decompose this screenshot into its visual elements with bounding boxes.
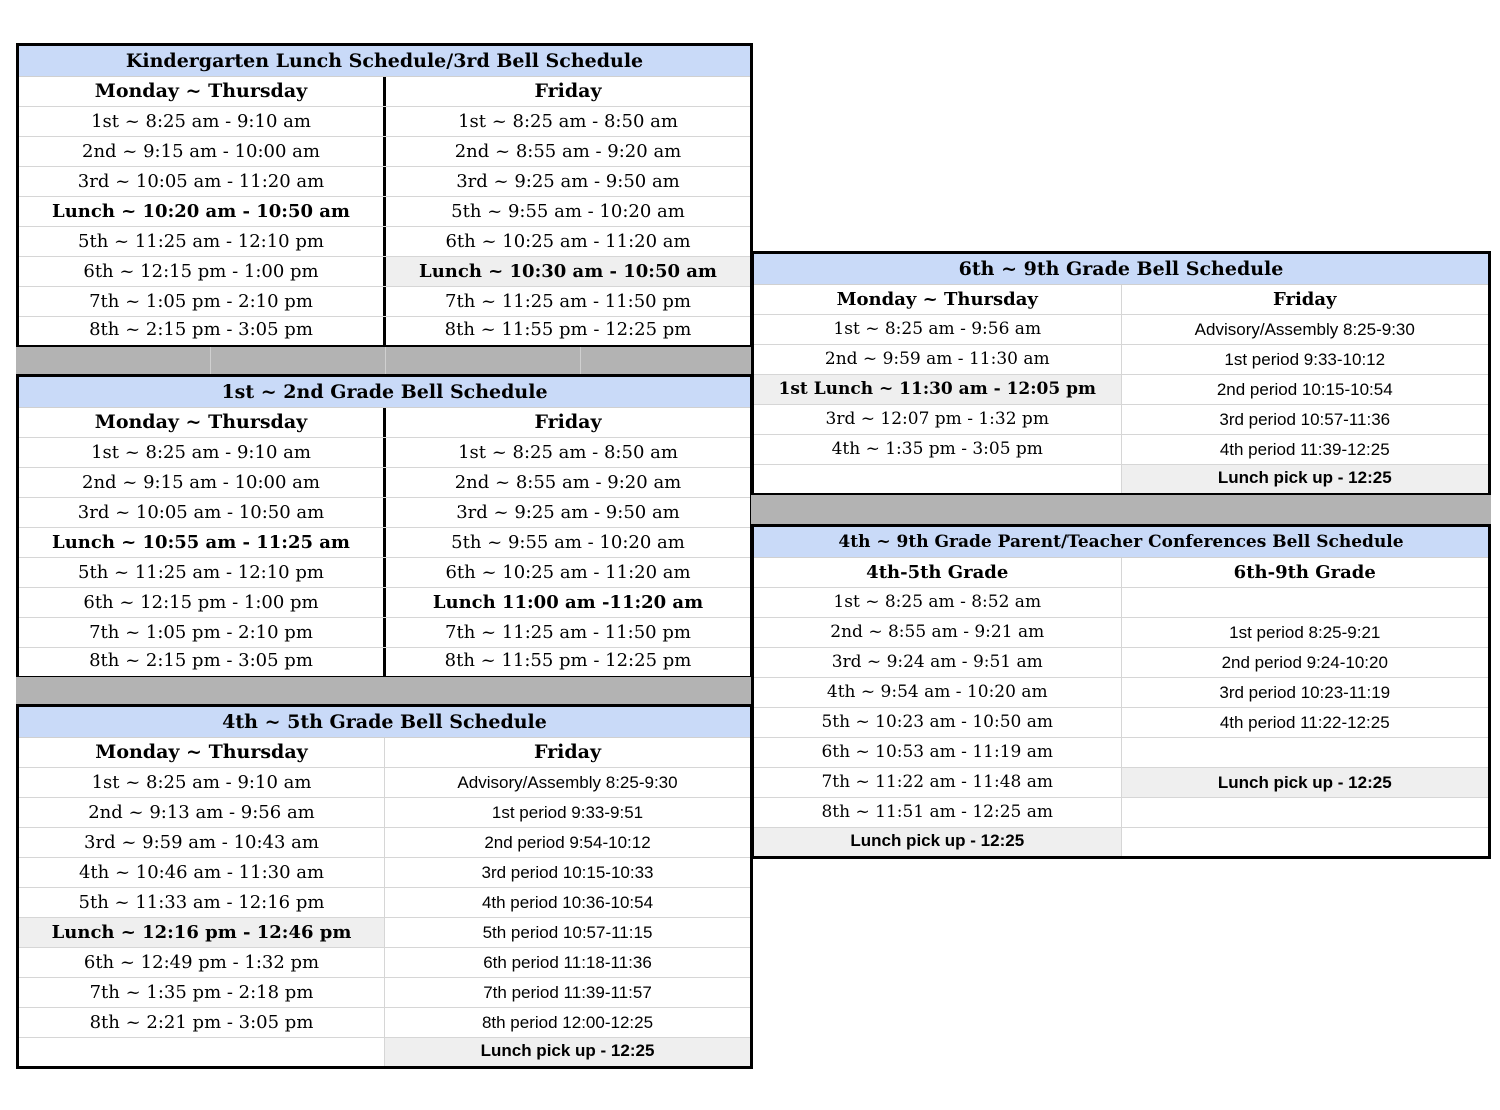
table-row <box>19 798 750 828</box>
table-cell: 2nd ~ 8:55 am - 9:21 am <box>754 618 1122 647</box>
table-cell: 8th ~ 2:15 pm - 3:05 pm <box>19 648 386 676</box>
table-row <box>754 435 1488 465</box>
table-cell: 1st ~ 8:25 am - 8:52 am <box>754 588 1122 617</box>
table-row <box>19 438 750 468</box>
table-cell: 6th ~ 12:49 pm - 1:32 pm <box>19 948 385 977</box>
separator-bar <box>16 347 753 375</box>
table-cell: 8th ~ 2:15 pm - 3:05 pm <box>19 317 386 345</box>
separator-bar <box>16 677 753 705</box>
table-row <box>754 678 1488 708</box>
table-row <box>19 768 750 798</box>
grade-1-2-schedule <box>16 374 753 679</box>
table-row <box>19 1038 750 1066</box>
table-cell <box>754 465 1122 493</box>
table-row <box>754 405 1488 435</box>
table-cell: 7th ~ 1:05 pm - 2:10 pm <box>19 618 386 647</box>
table-cell: 2nd ~ 9:13 am - 9:56 am <box>19 798 385 827</box>
table-cell: 3rd ~ 12:07 pm - 1:32 pm <box>754 405 1122 434</box>
header-row <box>19 77 750 107</box>
table-row <box>754 768 1488 798</box>
col-header: Friday <box>1273 289 1337 310</box>
table-cell: 1st period 9:33-9:51 <box>491 803 644 822</box>
table-cell: 5th ~ 11:25 am - 12:10 pm <box>19 558 386 587</box>
table-row <box>19 948 750 978</box>
header-row <box>19 738 750 768</box>
table-row <box>19 648 750 676</box>
col-header: Monday ~ Thursday <box>19 408 386 437</box>
col-header: 4th-5th Grade <box>754 558 1122 587</box>
table-row <box>19 828 750 858</box>
table-row <box>754 798 1488 828</box>
table-row <box>754 618 1488 648</box>
table-cell: 5th ~ 9:55 am - 10:20 am <box>451 532 685 553</box>
col-header: Monday ~ Thursday <box>19 77 386 106</box>
table-cell: 5th period 10:57-11:15 <box>482 923 653 942</box>
table-cell: 3rd ~ 9:25 am - 9:50 am <box>456 171 680 192</box>
table-cell: 6th ~ 10:53 am - 11:19 am <box>754 738 1122 767</box>
table-row <box>19 528 750 558</box>
table-cell: 5th ~ 9:55 am - 10:20 am <box>451 201 685 222</box>
table-row <box>754 648 1488 678</box>
table-row <box>19 618 750 648</box>
table-cell: 2nd period 10:15-10:54 <box>1216 380 1393 399</box>
lunch-cell: Lunch ~ 10:55 am - 11:25 am <box>19 528 386 557</box>
table-cell: 4th period 11:22-12:25 <box>1219 713 1390 732</box>
table-row <box>754 465 1488 493</box>
table-cell <box>1122 738 1489 767</box>
table-cell: 7th ~ 1:35 pm - 2:18 pm <box>19 978 385 1007</box>
schedule-title: 4th ~ 9th Grade Parent/Teacher Conferences Bell Schedule <box>754 527 1488 558</box>
table-cell: 2nd period 9:54-10:12 <box>484 833 651 852</box>
col-header: Friday <box>533 741 602 763</box>
table-cell: 1st ~ 8:25 am - 9:10 am <box>19 768 385 797</box>
table-cell: 3rd period 10:15-10:33 <box>481 863 654 882</box>
col-header: Monday ~ Thursday <box>754 285 1122 314</box>
schedule-title: Kindergarten Lunch Schedule/3rd Bell Schedule <box>19 46 750 77</box>
col-header: Friday <box>534 411 602 433</box>
header-row <box>754 285 1488 315</box>
lunch-cell: Lunch 11:00 am -11:20 am <box>432 592 704 613</box>
lunch-cell: Lunch ~ 12:16 pm - 12:46 pm <box>19 918 385 947</box>
table-row <box>19 317 750 345</box>
col-header: 6th-9th Grade <box>1233 562 1376 583</box>
table-cell: 4th ~ 9:54 am - 10:20 am <box>754 678 1122 707</box>
table-row <box>19 167 750 197</box>
table-cell: 1st period 9:33-10:12 <box>1224 350 1386 369</box>
table-cell: 6th ~ 10:25 am - 11:20 am <box>445 562 691 583</box>
table-cell: 5th ~ 11:33 am - 12:16 pm <box>19 888 385 917</box>
table-row <box>754 588 1488 618</box>
table-row <box>19 287 750 317</box>
lunch-pickup-cell: Lunch pick up - 12:25 <box>385 1038 750 1066</box>
table-cell: 7th ~ 11:25 am - 11:50 pm <box>445 622 691 643</box>
table-cell: 5th ~ 11:25 am - 12:10 pm <box>19 227 386 256</box>
table-row <box>19 858 750 888</box>
grade-6-9-schedule <box>751 251 1491 496</box>
table-cell: 3rd ~ 10:05 am - 11:20 am <box>19 167 386 196</box>
table-cell: Advisory/Assembly 8:25-9:30 <box>457 773 678 792</box>
table-row <box>19 888 750 918</box>
table-cell: 4th period 10:36-10:54 <box>481 893 654 912</box>
table-cell: 1st ~ 8:25 am - 9:10 am <box>19 107 386 136</box>
col-header: Monday ~ Thursday <box>19 738 385 767</box>
table-cell: 1st ~ 8:25 am - 9:56 am <box>754 315 1122 344</box>
conferences-schedule <box>751 524 1491 859</box>
table-cell <box>1122 828 1489 856</box>
table-row <box>754 708 1488 738</box>
header-row <box>754 558 1488 588</box>
table-cell: 3rd ~ 9:24 am - 9:51 am <box>754 648 1122 677</box>
table-cell: 1st ~ 8:25 am - 8:50 am <box>458 111 678 132</box>
table-cell: 6th period 11:18-11:36 <box>483 953 652 972</box>
table-cell: 6th ~ 12:15 pm - 1:00 pm <box>19 257 386 286</box>
table-cell: 6th ~ 10:25 am - 11:20 am <box>445 231 691 252</box>
table-cell: 7th ~ 1:05 pm - 2:10 pm <box>19 287 386 316</box>
table-row <box>19 918 750 948</box>
table-cell: Advisory/Assembly 8:25-9:30 <box>1194 320 1415 339</box>
table-cell: 4th period 11:39-12:25 <box>1219 440 1390 459</box>
table-cell <box>1122 798 1489 827</box>
table-cell: 2nd period 9:24-10:20 <box>1221 653 1388 672</box>
table-row <box>19 558 750 588</box>
lunch-cell: Lunch ~ 10:20 am - 10:50 am <box>19 197 386 226</box>
grade-4-5-schedule <box>16 704 753 1069</box>
table-cell: 8th period 12:00-12:25 <box>481 1013 654 1032</box>
table-cell: 3rd period 10:23-11:19 <box>1219 683 1391 702</box>
table-cell: 3rd ~ 9:59 am - 10:43 am <box>19 828 385 857</box>
table-cell: 2nd ~ 9:15 am - 10:00 am <box>19 137 386 166</box>
header-row <box>19 408 750 438</box>
schedule-title: 6th ~ 9th Grade Bell Schedule <box>754 254 1488 285</box>
table-cell: 4th ~ 1:35 pm - 3:05 pm <box>754 435 1122 464</box>
table-row <box>754 738 1488 768</box>
table-row <box>19 257 750 287</box>
table-cell: 8th ~ 2:21 pm - 3:05 pm <box>19 1008 385 1037</box>
table-cell: 8th ~ 11:51 am - 12:25 am <box>754 798 1122 827</box>
table-cell: 7th period 11:39-11:57 <box>483 983 652 1002</box>
table-cell: 3rd ~ 9:25 am - 9:50 am <box>456 502 680 523</box>
table-cell: 1st ~ 8:25 am - 8:50 am <box>458 442 678 463</box>
table-cell: 6th ~ 12:15 pm - 1:00 pm <box>19 588 386 617</box>
table-cell: 7th ~ 11:25 am - 11:50 pm <box>445 291 691 312</box>
table-row <box>19 137 750 167</box>
lunch-pickup-cell: Lunch pick up - 12:25 <box>1122 768 1489 797</box>
table-cell: 2nd ~ 8:55 am - 9:20 am <box>454 141 682 162</box>
table-cell: 1st period 8:25-9:21 <box>1229 623 1381 642</box>
table-row <box>19 978 750 1008</box>
table-cell: 8th ~ 11:55 pm - 12:25 pm <box>444 319 692 340</box>
table-cell: 2nd ~ 9:59 am - 11:30 am <box>754 345 1122 374</box>
table-row <box>754 345 1488 375</box>
table-row <box>19 468 750 498</box>
lunch-pickup-cell: Lunch pick up - 12:25 <box>1122 465 1489 493</box>
table-cell: 8th ~ 11:55 pm - 12:25 pm <box>444 650 692 671</box>
table-row <box>19 197 750 227</box>
table-cell: 7th ~ 11:22 am - 11:48 am <box>754 768 1122 797</box>
table-cell: 3rd period 10:57-11:36 <box>1219 410 1391 429</box>
table-cell: 3rd ~ 10:05 am - 10:50 am <box>19 498 386 527</box>
table-row <box>754 375 1488 405</box>
table-row <box>19 498 750 528</box>
lunch-pickup-cell: Lunch pick up - 12:25 <box>754 828 1122 856</box>
kindergarten-schedule <box>16 43 753 348</box>
table-row <box>19 107 750 137</box>
table-cell: 5th ~ 10:23 am - 10:50 am <box>754 708 1122 737</box>
table-row <box>754 828 1488 856</box>
separator-bar <box>751 495 1491 525</box>
table-row <box>19 227 750 257</box>
schedule-title: 1st ~ 2nd Grade Bell Schedule <box>19 377 750 408</box>
table-cell: 1st ~ 8:25 am - 9:10 am <box>19 438 386 467</box>
table-row <box>19 588 750 618</box>
table-cell: 2nd ~ 8:55 am - 9:20 am <box>454 472 682 493</box>
table-cell: 2nd ~ 9:15 am - 10:00 am <box>19 468 386 497</box>
lunch-cell: Lunch ~ 10:30 am - 10:50 am <box>386 257 750 286</box>
col-header: Friday <box>534 80 602 102</box>
lunch-cell: 1st Lunch ~ 11:30 am - 12:05 pm <box>754 375 1122 404</box>
table-row <box>19 1008 750 1038</box>
schedule-title: 4th ~ 5th Grade Bell Schedule <box>19 707 750 738</box>
table-cell <box>19 1038 385 1066</box>
table-row <box>754 315 1488 345</box>
table-cell: 4th ~ 10:46 am - 11:30 am <box>19 858 385 887</box>
table-cell <box>1122 588 1489 617</box>
